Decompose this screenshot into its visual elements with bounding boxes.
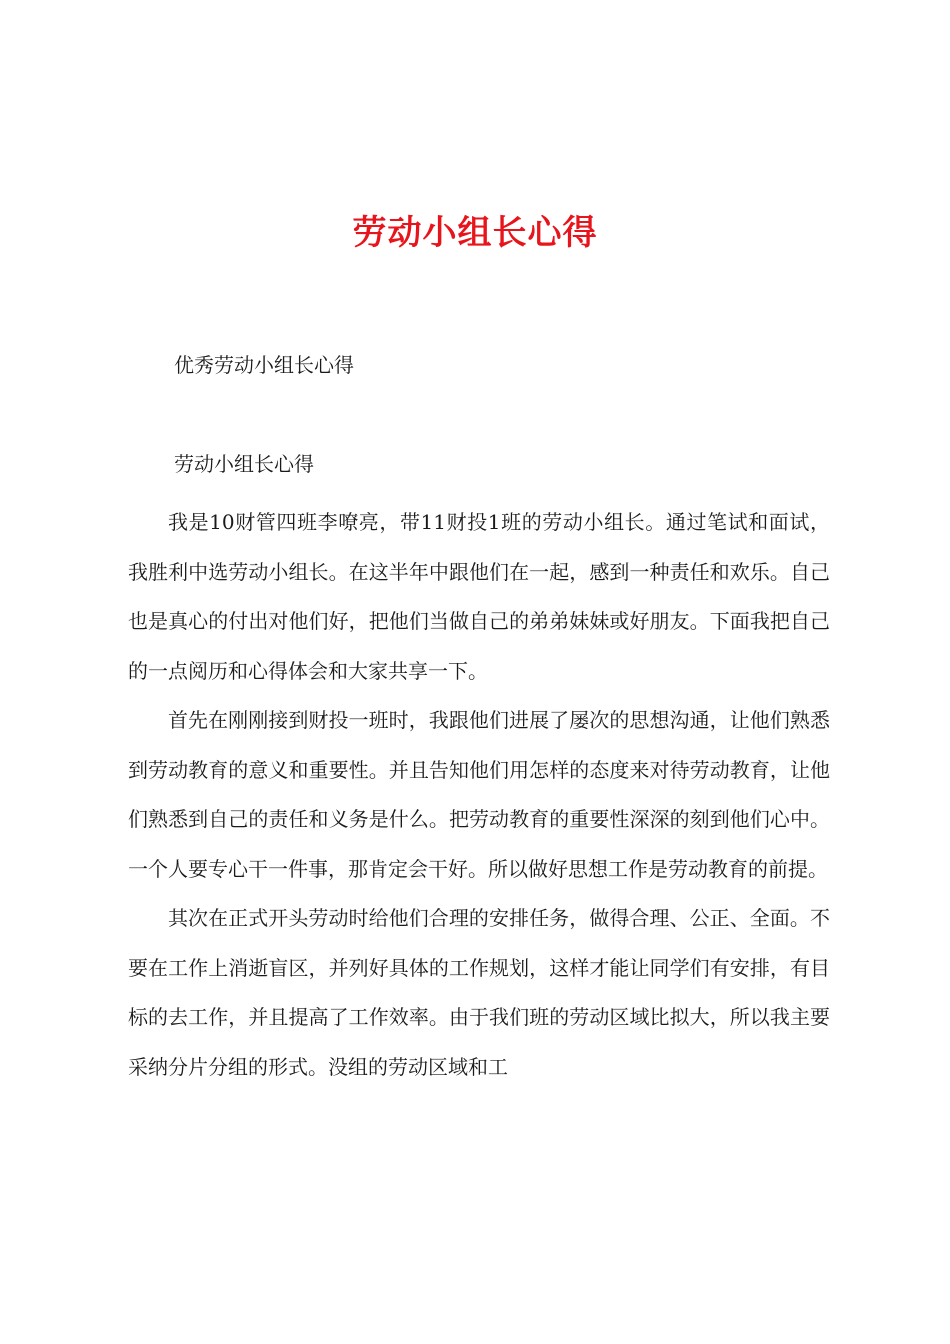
body-text (128, 498, 830, 1092)
paragraph-intro: 我是10财管四班李嘹亮，带11财投1班的劳动小组长。通过笔试和面试，我胜利中选劳动小组长。在这半年中跟他们在一起，感到一种责任和欢乐。自己也是真心的付出对他们好，把他们当做自己的弟弟妹妹或好朋友。下面我把自己的一点阅历和心得体会和大家共享一下。 (128, 510, 830, 683)
subtitle-excellent: 优秀劳动小组长心得 (174, 353, 354, 377)
subtitle-section: 劳动小组长心得 (174, 452, 314, 476)
document-title: 劳动小组长心得 (352, 213, 598, 253)
paragraph-first: 首先在刚刚接到财投一班时，我跟他们进展了屡次的思想沟通，让他们熟悉到劳动教育的意义和重要性。并且告知他们用怎样的态度来对待劳动教育，让他们熟悉到自己的责任和义务是什么。把劳动教育的重要性深深的刻到他们心中。一个人要专心干一件事，那肯定会干好。所以做好思想工作是劳动教育的前提。 (128, 708, 830, 881)
paragraph-second: 其次在正式开头劳动时给他们合理的安排任务，做得合理、公正、全面。不要在工作上消逝盲区，并列好具体的工作规划，这样才能让同学们有安排，有目标的去工作，并且提高了工作效率。由于我们班的劳动区域比拟大，所以我主要采纳分片分组的形式。没组的劳动区域和工 (128, 906, 830, 1079)
